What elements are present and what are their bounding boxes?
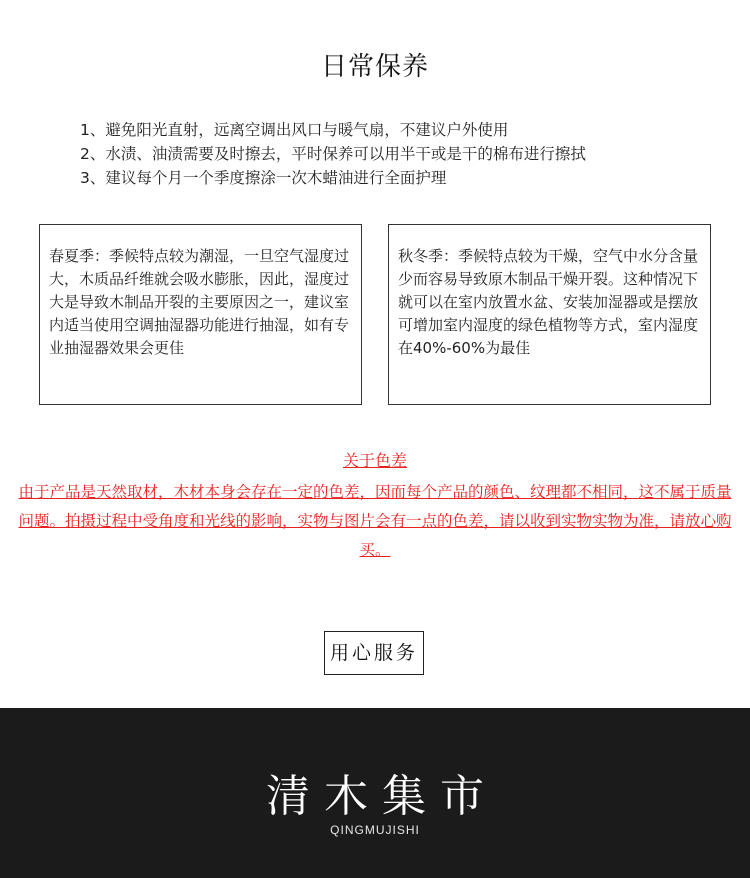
care-tip-item: 1、避免阳光直射，远离空调出风口与暖气扇，不建议户外使用 bbox=[80, 121, 509, 139]
care-tips-list bbox=[80, 118, 700, 190]
care-tip-item: 3、建议每个月一个季度擦涂一次木蜡油进行全面护理 bbox=[80, 169, 447, 187]
autumn-winter-text: 秋冬季：季候特点较为干燥，空气中水分含量少而容易导致原木制品干燥开裂。这种情况下就可以在室内放置水盆、安装加湿器或是摆放可增加室内湿度的绿色植物等方式，室内湿度在40%-60%为最佳 bbox=[398, 247, 699, 357]
spring-summer-box bbox=[39, 224, 362, 405]
page-title: 日常保养 bbox=[320, 52, 429, 82]
brand-footer bbox=[0, 708, 750, 878]
autumn-winter-box bbox=[388, 224, 711, 405]
care-tip-item: 2、水渍、油渍需要及时擦去，平时保养可以用半干或是干的棉布进行擦拭 bbox=[80, 145, 586, 163]
spring-summer-text: 春夏季：季候特点较为潮湿，一旦空气湿度过大，木质品纤维就会吸水膨胀，因此，湿度过大是导致木制品开裂的主要原因之一，建议室内适当使用空调抽湿器功能进行抽湿，如有专业抽湿器效果会更佳 bbox=[49, 247, 350, 357]
color-difference-notice bbox=[0, 450, 750, 565]
notice-body: 由于产品是天然取材，木材本身会存在一定的色差，因而每个产品的颜色、纹理都不相同，这不属于质量问题。拍摄过程中受角度和光线的影响，实物与图片会有一点的色差，请以收到实物实物为准，请放心购买。 bbox=[18, 483, 732, 559]
notice-title: 关于色差 bbox=[342, 451, 407, 470]
service-badge: 用心服务 bbox=[324, 631, 424, 675]
brand-name-en: QINGMUJISHI bbox=[330, 823, 420, 837]
brand-name-cn: 清木集市 bbox=[266, 771, 498, 822]
